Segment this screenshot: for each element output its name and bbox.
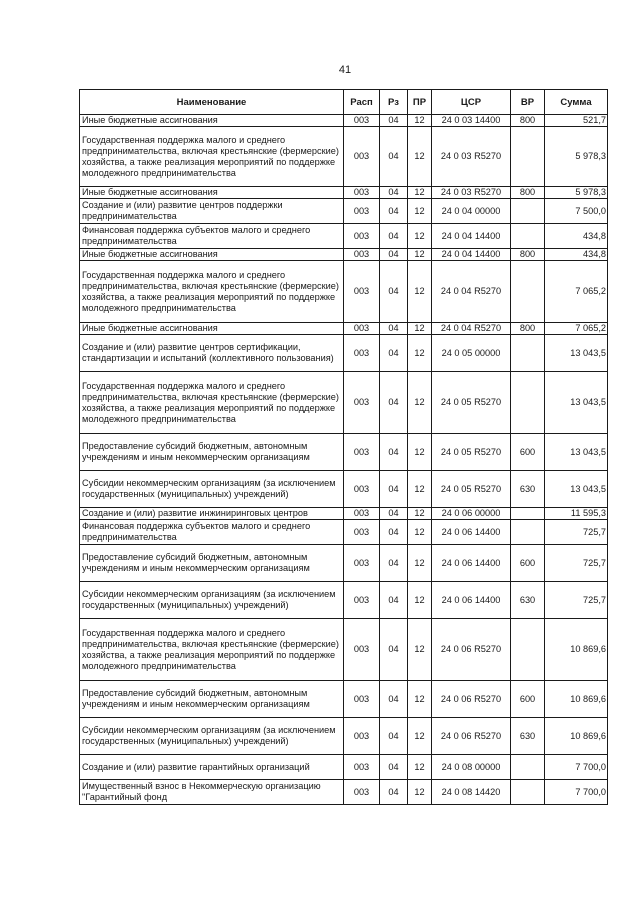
cell-sum: 725,7 [545, 545, 608, 582]
cell-rz: 04 [380, 681, 408, 718]
table-row [80, 249, 608, 261]
cell-csr: 24 0 05 R5270 [432, 372, 511, 434]
cell-pr: 12 [408, 619, 432, 681]
cell-csr: 24 0 06 14400 [432, 582, 511, 619]
cell-rasp: 003 [344, 780, 380, 805]
table-row [80, 619, 608, 681]
cell-csr: 24 0 06 R5270 [432, 718, 511, 755]
header-pr: ПР [408, 90, 432, 115]
table-row [80, 520, 608, 545]
cell-vr: 800 [511, 115, 545, 127]
table-row [80, 224, 608, 249]
header-csr: ЦСР [432, 90, 511, 115]
cell-csr: 24 0 06 00000 [432, 508, 511, 520]
cell-vr [511, 619, 545, 681]
cell-csr: 24 0 05 00000 [432, 335, 511, 372]
cell-rasp: 003 [344, 261, 380, 323]
cell-pr: 12 [408, 471, 432, 508]
cell-pr: 12 [408, 261, 432, 323]
cell-csr: 24 0 04 14400 [432, 249, 511, 261]
cell-rasp: 003 [344, 187, 380, 199]
cell-rz: 04 [380, 471, 408, 508]
cell-rz: 04 [380, 508, 408, 520]
cell-pr: 12 [408, 755, 432, 780]
cell-sum: 13 043,5 [545, 335, 608, 372]
table-row [80, 582, 608, 619]
cell-name: Финансовая поддержка субъектов малого и среднего предпринимательства [80, 224, 344, 249]
cell-pr: 12 [408, 335, 432, 372]
cell-csr: 24 0 04 R5270 [432, 261, 511, 323]
cell-pr: 12 [408, 520, 432, 545]
cell-csr: 24 0 03 R5270 [432, 127, 511, 187]
cell-name: Субсидии некоммерческим организациям (за исключением государственных (муниципальных) учреждений) [80, 471, 344, 508]
table-row [80, 372, 608, 434]
cell-pr: 12 [408, 508, 432, 520]
cell-rasp: 003 [344, 520, 380, 545]
cell-vr [511, 127, 545, 187]
table-row [80, 261, 608, 323]
cell-vr: 600 [511, 545, 545, 582]
cell-csr: 24 0 08 14420 [432, 780, 511, 805]
cell-sum: 13 043,5 [545, 471, 608, 508]
cell-name: Имущественный взнос в Некоммерческую организацию "Гарантийный фонд [80, 780, 344, 805]
cell-sum: 5 978,3 [545, 187, 608, 199]
cell-sum: 434,8 [545, 224, 608, 249]
cell-vr [511, 508, 545, 520]
cell-vr [511, 755, 545, 780]
cell-vr [511, 261, 545, 323]
cell-rz: 04 [380, 520, 408, 545]
cell-rz: 04 [380, 619, 408, 681]
cell-name: Предоставление субсидий бюджетным, автономным учреждениям и иным некоммерческим организациям [80, 681, 344, 718]
budget-table [79, 89, 608, 805]
cell-rasp: 003 [344, 115, 380, 127]
cell-csr: 24 0 06 14400 [432, 520, 511, 545]
cell-csr: 24 0 06 14400 [432, 545, 511, 582]
cell-vr: 630 [511, 471, 545, 508]
table-row [80, 115, 608, 127]
cell-sum: 725,7 [545, 582, 608, 619]
cell-vr: 800 [511, 187, 545, 199]
cell-pr: 12 [408, 718, 432, 755]
cell-name: Государственная поддержка малого и среднего предпринимательства, включая крестьянские (фермерские) хозяйства, а также реализация мероприятий по поддержке молодежного предпринимательства [80, 127, 344, 187]
cell-csr: 24 0 08 00000 [432, 755, 511, 780]
cell-csr: 24 0 06 R5270 [432, 619, 511, 681]
table-body [80, 115, 608, 805]
cell-rz: 04 [380, 249, 408, 261]
table-row [80, 127, 608, 187]
cell-name: Предоставление субсидий бюджетным, автономным учреждениям и иным некоммерческим организациям [80, 434, 344, 471]
cell-pr: 12 [408, 224, 432, 249]
cell-vr [511, 520, 545, 545]
cell-sum: 7 700,0 [545, 780, 608, 805]
cell-rz: 04 [380, 115, 408, 127]
cell-rz: 04 [380, 434, 408, 471]
cell-name: Создание и (или) развитие инжиниринговых центров [80, 508, 344, 520]
cell-pr: 12 [408, 323, 432, 335]
cell-rz: 04 [380, 187, 408, 199]
cell-sum: 7 065,2 [545, 323, 608, 335]
cell-rasp: 003 [344, 619, 380, 681]
cell-rasp: 003 [344, 434, 380, 471]
cell-rasp: 003 [344, 199, 380, 224]
table-row [80, 780, 608, 805]
cell-rasp: 003 [344, 718, 380, 755]
cell-rz: 04 [380, 372, 408, 434]
cell-name: Создание и (или) развитие гарантийных организаций [80, 755, 344, 780]
cell-rz: 04 [380, 582, 408, 619]
table-row [80, 681, 608, 718]
cell-rasp: 003 [344, 323, 380, 335]
cell-csr: 24 0 06 R5270 [432, 681, 511, 718]
cell-name: Субсидии некоммерческим организациям (за исключением государственных (муниципальных) учреждений) [80, 718, 344, 755]
cell-csr: 24 0 03 R5270 [432, 187, 511, 199]
table-row [80, 434, 608, 471]
cell-sum: 10 869,6 [545, 619, 608, 681]
cell-name: Государственная поддержка малого и среднего предпринимательства, включая крестьянские (фермерские) хозяйства, а также реализация мероприятий по поддержке молодежного предпринимательства [80, 261, 344, 323]
table-row [80, 718, 608, 755]
table-row [80, 545, 608, 582]
header-vr: ВР [511, 90, 545, 115]
table-row [80, 335, 608, 372]
table-row [80, 199, 608, 224]
cell-rasp: 003 [344, 249, 380, 261]
table-row [80, 508, 608, 520]
table-row [80, 471, 608, 508]
cell-rasp: 003 [344, 372, 380, 434]
table-row [80, 755, 608, 780]
cell-csr: 24 0 04 14400 [432, 224, 511, 249]
cell-vr: 630 [511, 582, 545, 619]
cell-rasp: 003 [344, 755, 380, 780]
cell-pr: 12 [408, 115, 432, 127]
cell-sum: 725,7 [545, 520, 608, 545]
cell-sum: 434,8 [545, 249, 608, 261]
table-header-row [80, 90, 608, 115]
cell-csr: 24 0 05 R5270 [432, 471, 511, 508]
cell-rz: 04 [380, 718, 408, 755]
cell-sum: 521,7 [545, 115, 608, 127]
cell-pr: 12 [408, 780, 432, 805]
cell-vr [511, 335, 545, 372]
cell-name: Иные бюджетные ассигнования [80, 323, 344, 335]
cell-sum: 13 043,5 [545, 434, 608, 471]
cell-rasp: 003 [344, 681, 380, 718]
cell-pr: 12 [408, 199, 432, 224]
header-rz: Рз [380, 90, 408, 115]
cell-name: Финансовая поддержка субъектов малого и среднего предпринимательства [80, 520, 344, 545]
cell-name: Создание и (или) развитие центров поддержки предпринимательства [80, 199, 344, 224]
cell-rz: 04 [380, 545, 408, 582]
cell-rz: 04 [380, 224, 408, 249]
cell-rz: 04 [380, 199, 408, 224]
cell-pr: 12 [408, 434, 432, 471]
cell-sum: 7 500,0 [545, 199, 608, 224]
cell-name: Иные бюджетные ассигнования [80, 249, 344, 261]
cell-rz: 04 [380, 780, 408, 805]
cell-rasp: 003 [344, 335, 380, 372]
cell-vr: 800 [511, 249, 545, 261]
cell-csr: 24 0 04 00000 [432, 199, 511, 224]
page-number: 41 [338, 64, 352, 76]
cell-name: Иные бюджетные ассигнования [80, 187, 344, 199]
cell-vr: 600 [511, 434, 545, 471]
cell-name: Государственная поддержка малого и среднего предпринимательства, включая крестьянские (фермерские) хозяйства, а также реализация мероприятий по поддержке молодежного предпринимательства [80, 619, 344, 681]
cell-name: Создание и (или) развитие центров сертификации, стандартизации и испытаний (коллективного пользования) [80, 335, 344, 372]
cell-sum: 5 978,3 [545, 127, 608, 187]
cell-vr [511, 780, 545, 805]
cell-sum: 10 869,6 [545, 718, 608, 755]
cell-pr: 12 [408, 372, 432, 434]
cell-rasp: 003 [344, 224, 380, 249]
cell-vr [511, 372, 545, 434]
cell-vr [511, 199, 545, 224]
cell-pr: 12 [408, 681, 432, 718]
cell-rz: 04 [380, 261, 408, 323]
cell-name: Государственная поддержка малого и среднего предпринимательства, включая крестьянские (фермерские) хозяйства, а также реализация мероприятий по поддержке молодежного предпринимательства [80, 372, 344, 434]
cell-pr: 12 [408, 249, 432, 261]
table-row [80, 187, 608, 199]
cell-rasp: 003 [344, 545, 380, 582]
cell-csr: 24 0 05 R5270 [432, 434, 511, 471]
cell-rz: 04 [380, 323, 408, 335]
cell-vr: 630 [511, 718, 545, 755]
cell-sum: 10 869,6 [545, 681, 608, 718]
cell-csr: 24 0 04 R5270 [432, 323, 511, 335]
cell-pr: 12 [408, 545, 432, 582]
cell-vr [511, 224, 545, 249]
cell-pr: 12 [408, 127, 432, 187]
header-sum: Сумма [545, 90, 608, 115]
cell-name: Субсидии некоммерческим организациям (за исключением государственных (муниципальных) учреждений) [80, 582, 344, 619]
cell-name: Предоставление субсидий бюджетным, автономным учреждениям и иным некоммерческим организациям [80, 545, 344, 582]
table-row [80, 323, 608, 335]
cell-sum: 7 700,0 [545, 755, 608, 780]
cell-sum: 11 595,3 [545, 508, 608, 520]
cell-rz: 04 [380, 335, 408, 372]
cell-rasp: 003 [344, 582, 380, 619]
cell-csr: 24 0 03 14400 [432, 115, 511, 127]
cell-name: Иные бюджетные ассигнования [80, 115, 344, 127]
cell-rasp: 003 [344, 508, 380, 520]
header-rasp: Расп [344, 90, 380, 115]
cell-pr: 12 [408, 187, 432, 199]
cell-vr: 800 [511, 323, 545, 335]
cell-vr: 600 [511, 681, 545, 718]
cell-pr: 12 [408, 582, 432, 619]
header-name: Наименование [80, 90, 344, 115]
cell-rz: 04 [380, 755, 408, 780]
cell-rasp: 003 [344, 471, 380, 508]
cell-rz: 04 [380, 127, 408, 187]
cell-sum: 7 065,2 [545, 261, 608, 323]
cell-rasp: 003 [344, 127, 380, 187]
cell-sum: 13 043,5 [545, 372, 608, 434]
